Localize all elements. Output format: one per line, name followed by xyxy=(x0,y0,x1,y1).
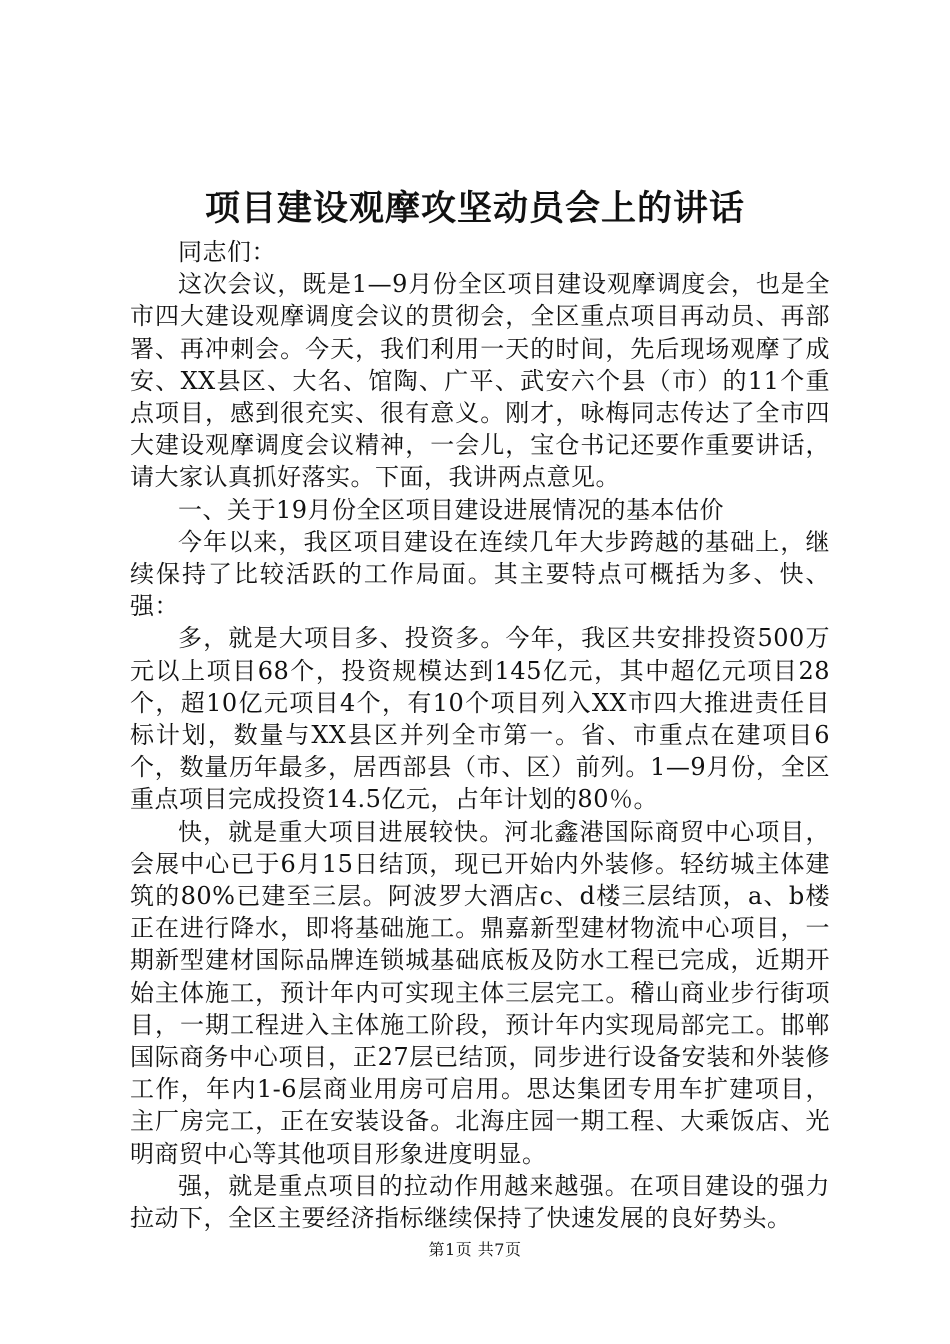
document-body xyxy=(130,236,830,1234)
section-heading: 一、关于19月份全区项目建设进展情况的基本估价 xyxy=(178,495,725,524)
document-title: 项目建设观摩攻坚动员会上的讲话 xyxy=(204,188,745,229)
salutation-paragraph: 同志们： xyxy=(178,238,276,266)
page-number-footer: 第1页 共7页 xyxy=(428,1240,522,1259)
body-paragraph: 今年以来，我区项目建设在连续几年大步跨越的基础上，继续保持了比较活跃的工作局面。其主要特点可概括为多、快、强： xyxy=(130,527,830,621)
body-paragraph: 强，就是重点项目的拉动作用越来越强。在项目建设的强力拉动下，全区主要经济指标继续保持了快速发展的良好势头。 xyxy=(130,1171,830,1233)
body-paragraph: 快，就是重大项目进展较快。河北鑫港国际商贸中心项目，会展中心已于6月15日结顶，现已开始内外装修。轻纺城主体建筑的80%已建至三层。阿波罗大酒店c、d楼三层结顶，a、b楼正在进行降水，即将基础施工。鼎嘉新型建材物流中心项目，一期新型建材国际品牌连锁城基础底板及防水工程已完成，近期开始主体施工，预计年内可实现主体三层完工。稽山商业步行街项目，一期工程进入主体施工阶段，预计年内实现局部完工。邯郸国际商务中心项目，正27层已结顶，同步进行设备安装和外装修工作，年内1-6层商业用房可启用。思达集团专用车扩建项目，主厂房完工，正在安装设备。北海庄园一期工程、大乘饭店、光明商贸中心等其他项目形象进度明显。 xyxy=(130,817,830,1168)
body-paragraph: 这次会议，既是1—9月份全区项目建设观摩调度会，也是全市四大建设观摩调度会议的贯彻会，全区重点项目再动员、再部署、再冲刺会。今天，我们利用一天的时间，先后现场观摩了成安、XX县区、大名、馆陶、广平、武安六个县（市）的11个重点项目，感到很充实、很有意义。刚才，咏梅同志传达了全市四大建设观摩调度会议精神，一会儿，宝仓书记还要作重要讲话，请大家认真抓好落实。下面，我讲两点意见。 xyxy=(130,270,830,492)
body-paragraph: 多，就是大项目多、投资多。今年，我区共安排投资500万元以上项目68个，投资规模达到145亿元，其中超亿元项目28个，超10亿元项目4个，有10个项目列入XX市四大推进责任目标计划，数量与XX县区并列全市第一。省、市重点在建项目6个，数量历年最多，居西部县（市、区）前列。1—9月份，全区重点项目完成投资14.5亿元，占年计划的80％。 xyxy=(130,624,830,814)
